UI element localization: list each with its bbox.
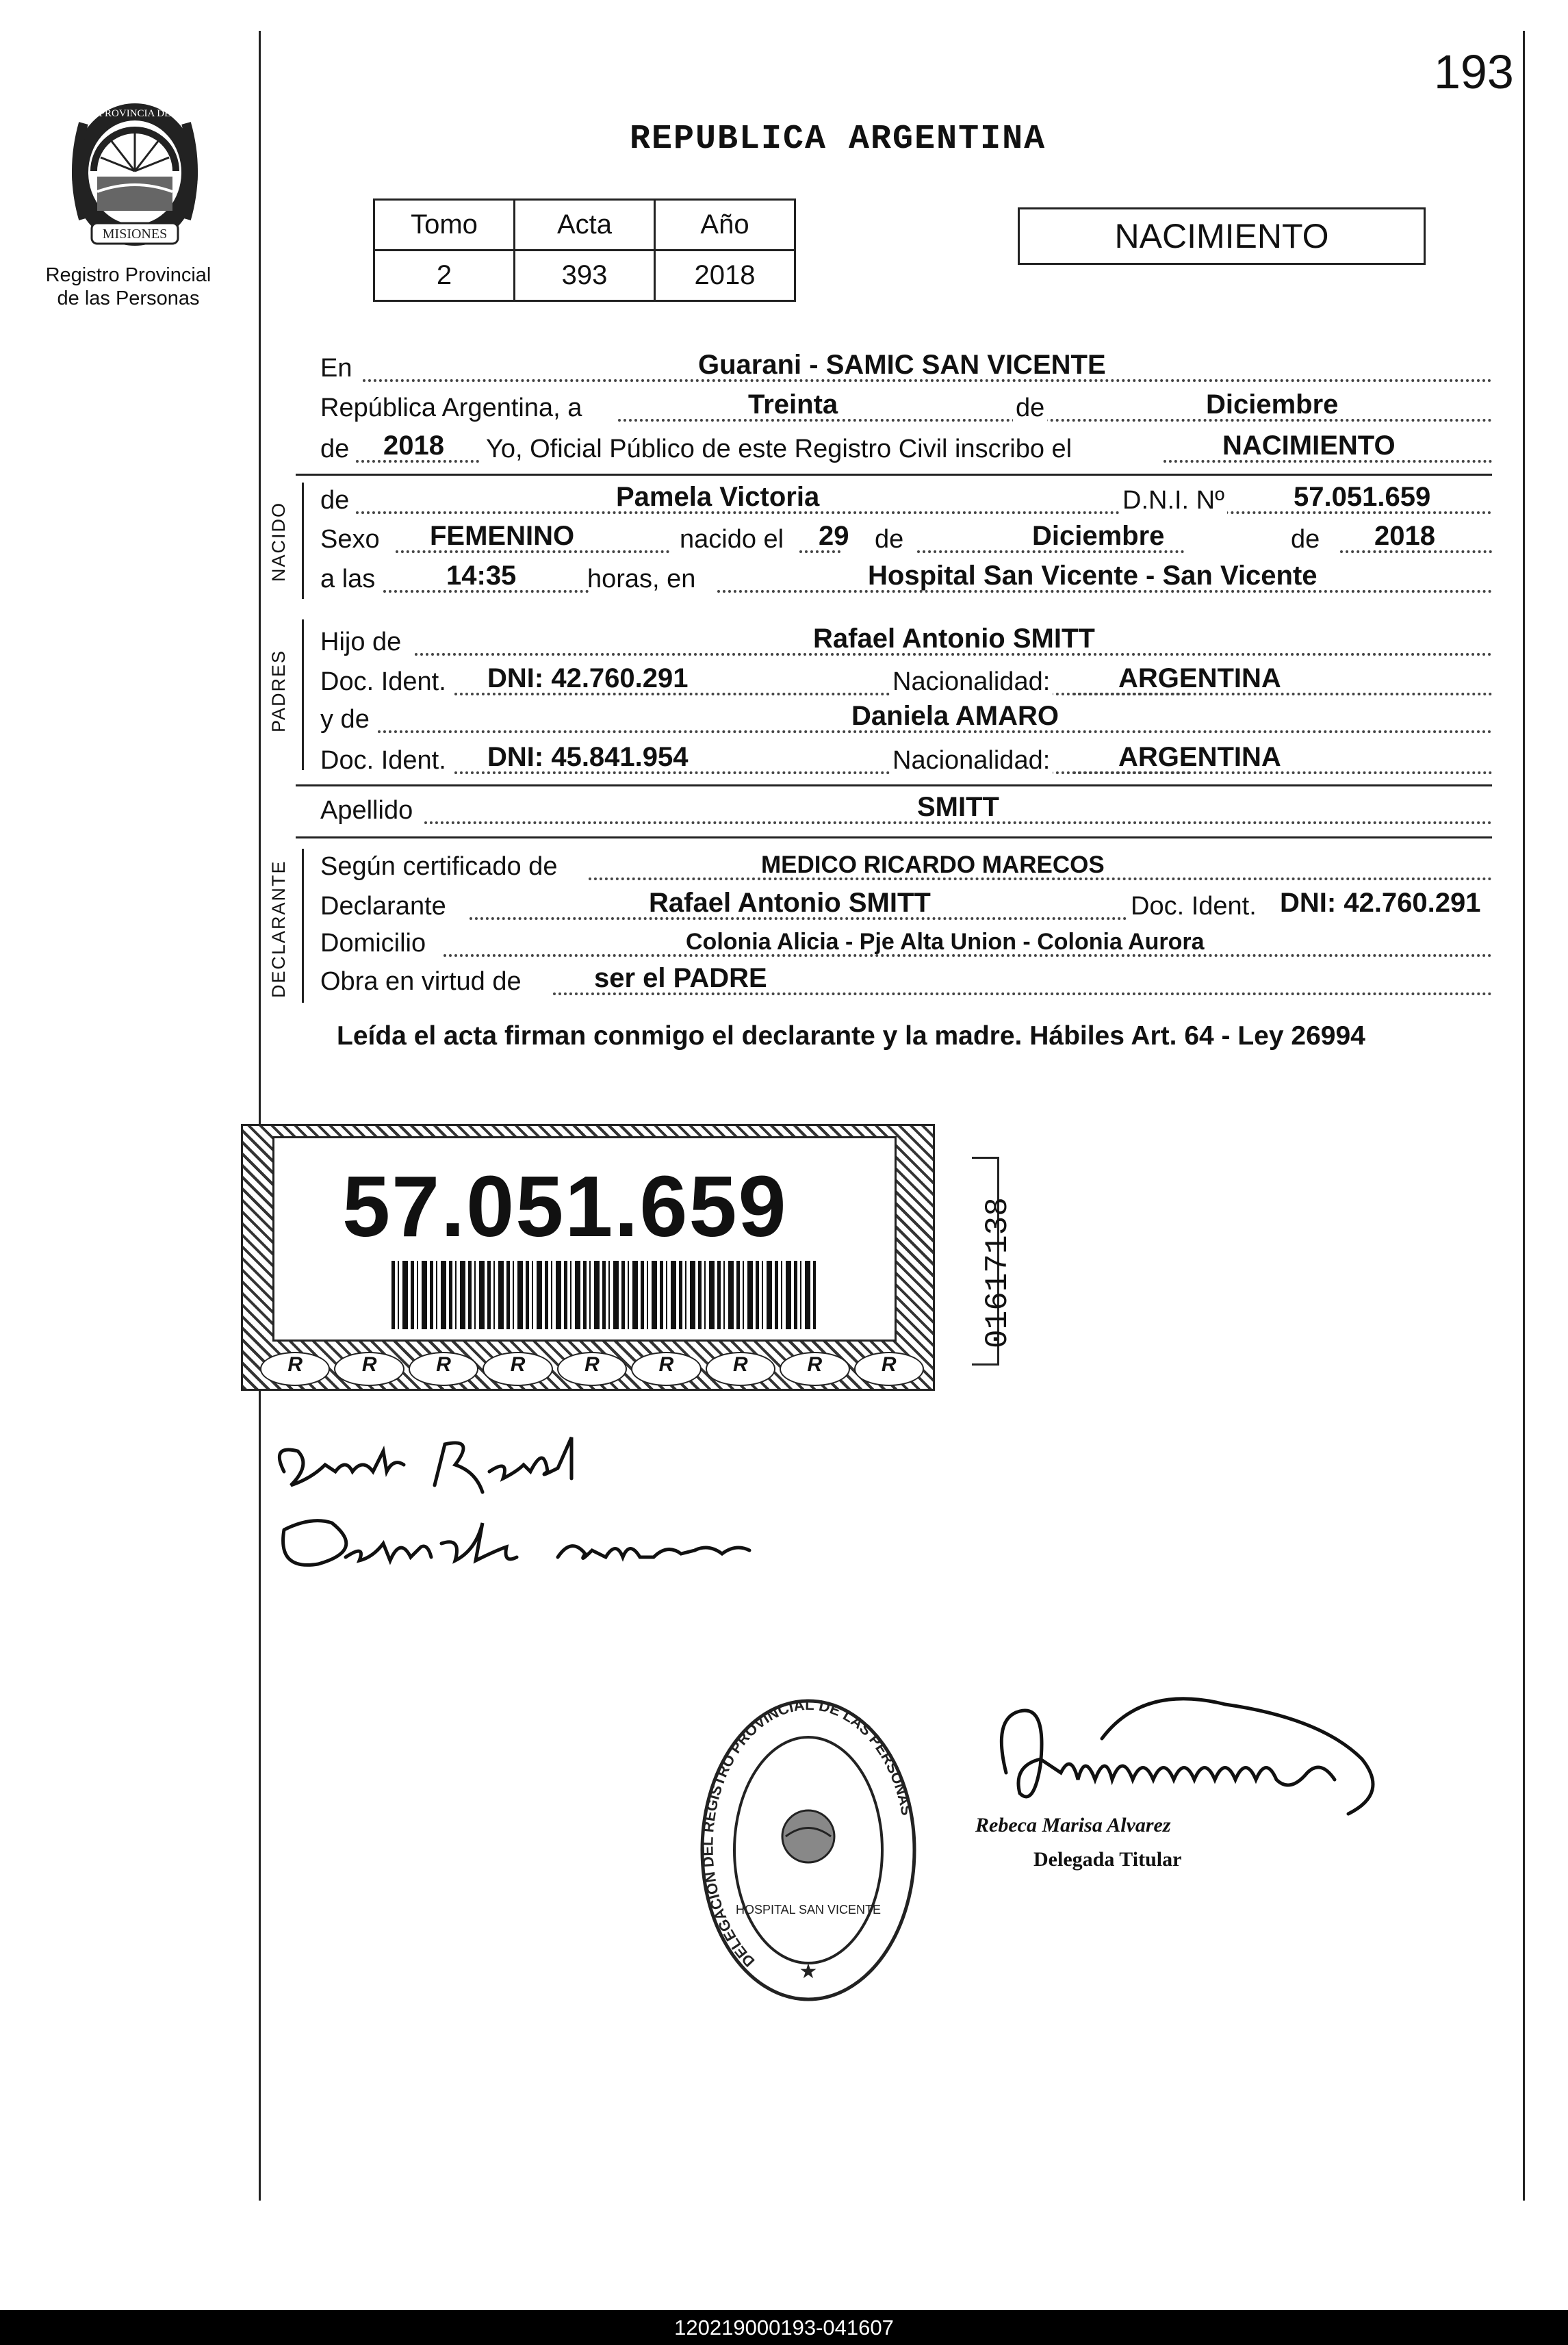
logo-top-text: PROVINCIA DE — [99, 108, 171, 119]
section-brace — [302, 483, 304, 599]
section-label-nacido: NACIDO — [268, 501, 289, 582]
yde-label: y de — [320, 705, 370, 734]
official-name: Rebeca Marisa Alvarez — [975, 1814, 1171, 1836]
section-brace — [302, 619, 304, 770]
pattern-letter: R — [557, 1352, 627, 1386]
pattern-letter: R — [334, 1352, 404, 1386]
footer-code: 120219000193-041607 — [0, 2310, 1568, 2345]
seal-ring-text: DELEGACION DEL REGISTRO PROVINCIAL DE LAS PERSONAS — [699, 1696, 916, 1971]
pattern-letter: R — [854, 1352, 924, 1386]
certificate-line — [320, 849, 1492, 887]
registry-line-2: de las Personas — [57, 287, 200, 309]
surname-value: SMITT — [917, 792, 999, 822]
section-label-declarante: DECLARANTE — [268, 860, 289, 998]
official-signature — [965, 1691, 1403, 1869]
certificate-value: MEDICO RICARDO MARECOS — [761, 851, 1105, 878]
security-pattern-row — [260, 1352, 924, 1386]
birth-month-value: Diciembre — [1032, 521, 1165, 551]
republic-label: República Argentina, a — [320, 394, 582, 422]
left-margin-rule — [259, 31, 261, 2201]
month-value: Diciembre — [1206, 389, 1339, 420]
page-number: 193 — [1434, 45, 1514, 99]
nationality-label-2: Nacionalidad: — [890, 746, 1053, 776]
declarant-doc-value: DNI: 42.760.291 — [1280, 888, 1481, 918]
official-seal-stamp — [698, 1696, 918, 2004]
declarant-label: Declarante — [320, 892, 446, 921]
section-divider — [296, 836, 1492, 838]
right-margin-rule — [1523, 31, 1525, 2201]
pattern-letter: R — [631, 1352, 701, 1386]
record-value-anio: 2018 — [655, 251, 795, 301]
record-header-anio: Año — [655, 200, 795, 251]
mother-nationality-value: ARGENTINA — [1118, 742, 1281, 772]
header-title: REPUBLICA ARGENTINA — [630, 120, 1046, 159]
nationality-label: Nacionalidad: — [890, 667, 1053, 697]
father-doc-value: DNI: 42.760.291 — [487, 663, 689, 693]
star-icon: ★ — [799, 1960, 818, 1983]
id-sticker-number: 57.051.659 — [342, 1158, 788, 1255]
registry-caption — [27, 264, 229, 310]
hours-label: horas, en — [587, 565, 696, 593]
address-label: Domicilio — [320, 929, 426, 958]
father-doc-line — [320, 664, 1492, 702]
record-table — [373, 198, 796, 302]
closing-statement: Leída el acta firman conmigo el declarante y la madre. Hábiles Art. 64 - Ley 26994 — [337, 1021, 1365, 1051]
section-brace — [302, 849, 304, 1003]
child-name-value: Pamela Victoria — [616, 482, 820, 512]
de-label: de — [320, 486, 350, 515]
record-value-acta: 393 — [515, 251, 655, 301]
mother-signature — [270, 1496, 763, 1591]
section-divider — [296, 474, 1492, 476]
address-line — [320, 925, 1492, 964]
de-label-2: de — [875, 525, 904, 554]
section-divider — [296, 784, 1492, 786]
declarant-value: Rafael Antonio SMITT — [649, 888, 931, 918]
child-dni-value: 57.051.659 — [1294, 482, 1431, 512]
father-nationality-value: ARGENTINA — [1118, 663, 1281, 693]
birth-year-value: 2018 — [1374, 521, 1435, 551]
de-label-2: de — [320, 435, 350, 463]
official-text: Yo, Oficial Público de este Registro Civil inscribo el — [486, 435, 1072, 463]
mother-doc-value: DNI: 45.841.954 — [487, 742, 689, 772]
pattern-letter: R — [260, 1352, 330, 1386]
time-value: 14:35 — [446, 561, 517, 591]
capacity-line — [320, 964, 1492, 1002]
at-label: a las — [320, 565, 376, 593]
record-header-tomo: Tomo — [374, 200, 515, 251]
doc-label-2: Doc. Ident. — [320, 746, 446, 775]
event-value: NACIMIENTO — [1222, 431, 1396, 461]
declarant-doc-label: Doc. Ident. — [1128, 892, 1259, 921]
logo-bottom-text: MISIONES — [102, 227, 168, 242]
mother-doc-line — [320, 743, 1492, 781]
seal-inner-text: HOSPITAL SAN VICENTE — [735, 1903, 882, 1917]
pattern-letter: R — [706, 1352, 775, 1386]
record-value-tomo: 2 — [374, 251, 515, 301]
pattern-letter: R — [780, 1352, 849, 1386]
time-place-line — [320, 561, 1492, 600]
mother-line — [320, 702, 1492, 740]
birth-day-value: 29 — [819, 521, 849, 551]
sticker-serial: 01617138 — [980, 1197, 1016, 1348]
born-label: nacido el — [680, 525, 784, 554]
sex-label: Sexo — [320, 525, 380, 554]
official-line — [320, 431, 1492, 470]
pattern-letter: R — [483, 1352, 552, 1386]
address-value: Colonia Alicia - Pje Alta Union - Colonia Aurora — [686, 929, 1205, 955]
capacity-label: Obra en virtud de — [320, 967, 522, 996]
birth-place-value: Hospital San Vicente - San Vicente — [868, 561, 1318, 591]
dni-label: D.N.I. Nº — [1120, 486, 1227, 515]
doc-label: Doc. Ident. — [320, 667, 446, 696]
official-title: Delegada Titular — [1033, 1848, 1182, 1871]
en-label: En — [320, 354, 352, 383]
date-line — [320, 390, 1492, 428]
surname-label: Apellido — [320, 796, 413, 825]
father-line — [320, 624, 1492, 663]
day-word-value: Treinta — [748, 389, 838, 420]
place-line — [320, 350, 1492, 389]
sex-value: FEMENINO — [430, 521, 575, 551]
sex-birth-line — [320, 522, 1492, 560]
father-value: Rafael Antonio SMITT — [813, 624, 1095, 654]
de-label-3: de — [1291, 525, 1320, 554]
certificate-label: Según certificado de — [320, 852, 558, 881]
declarant-line — [320, 888, 1492, 927]
province-seal-logo — [56, 96, 214, 253]
barcode — [391, 1261, 816, 1329]
mother-value: Daniela AMARO — [851, 701, 1059, 731]
de-label: de — [1013, 394, 1047, 423]
child-name-line — [320, 483, 1492, 521]
registry-line-1: Registro Provincial — [45, 264, 211, 286]
section-label-padres: PADRES — [268, 649, 289, 732]
record-type-box: NACIMIENTO — [1018, 207, 1426, 265]
place-value: Guarani - SAMIC SAN VICENTE — [698, 350, 1106, 380]
year-value: 2018 — [383, 431, 444, 461]
record-header-acta: Acta — [515, 200, 655, 251]
hijo-label: Hijo de — [320, 628, 402, 656]
surname-line — [320, 793, 1492, 831]
capacity-value: ser el PADRE — [594, 963, 767, 993]
pattern-letter: R — [409, 1352, 478, 1386]
